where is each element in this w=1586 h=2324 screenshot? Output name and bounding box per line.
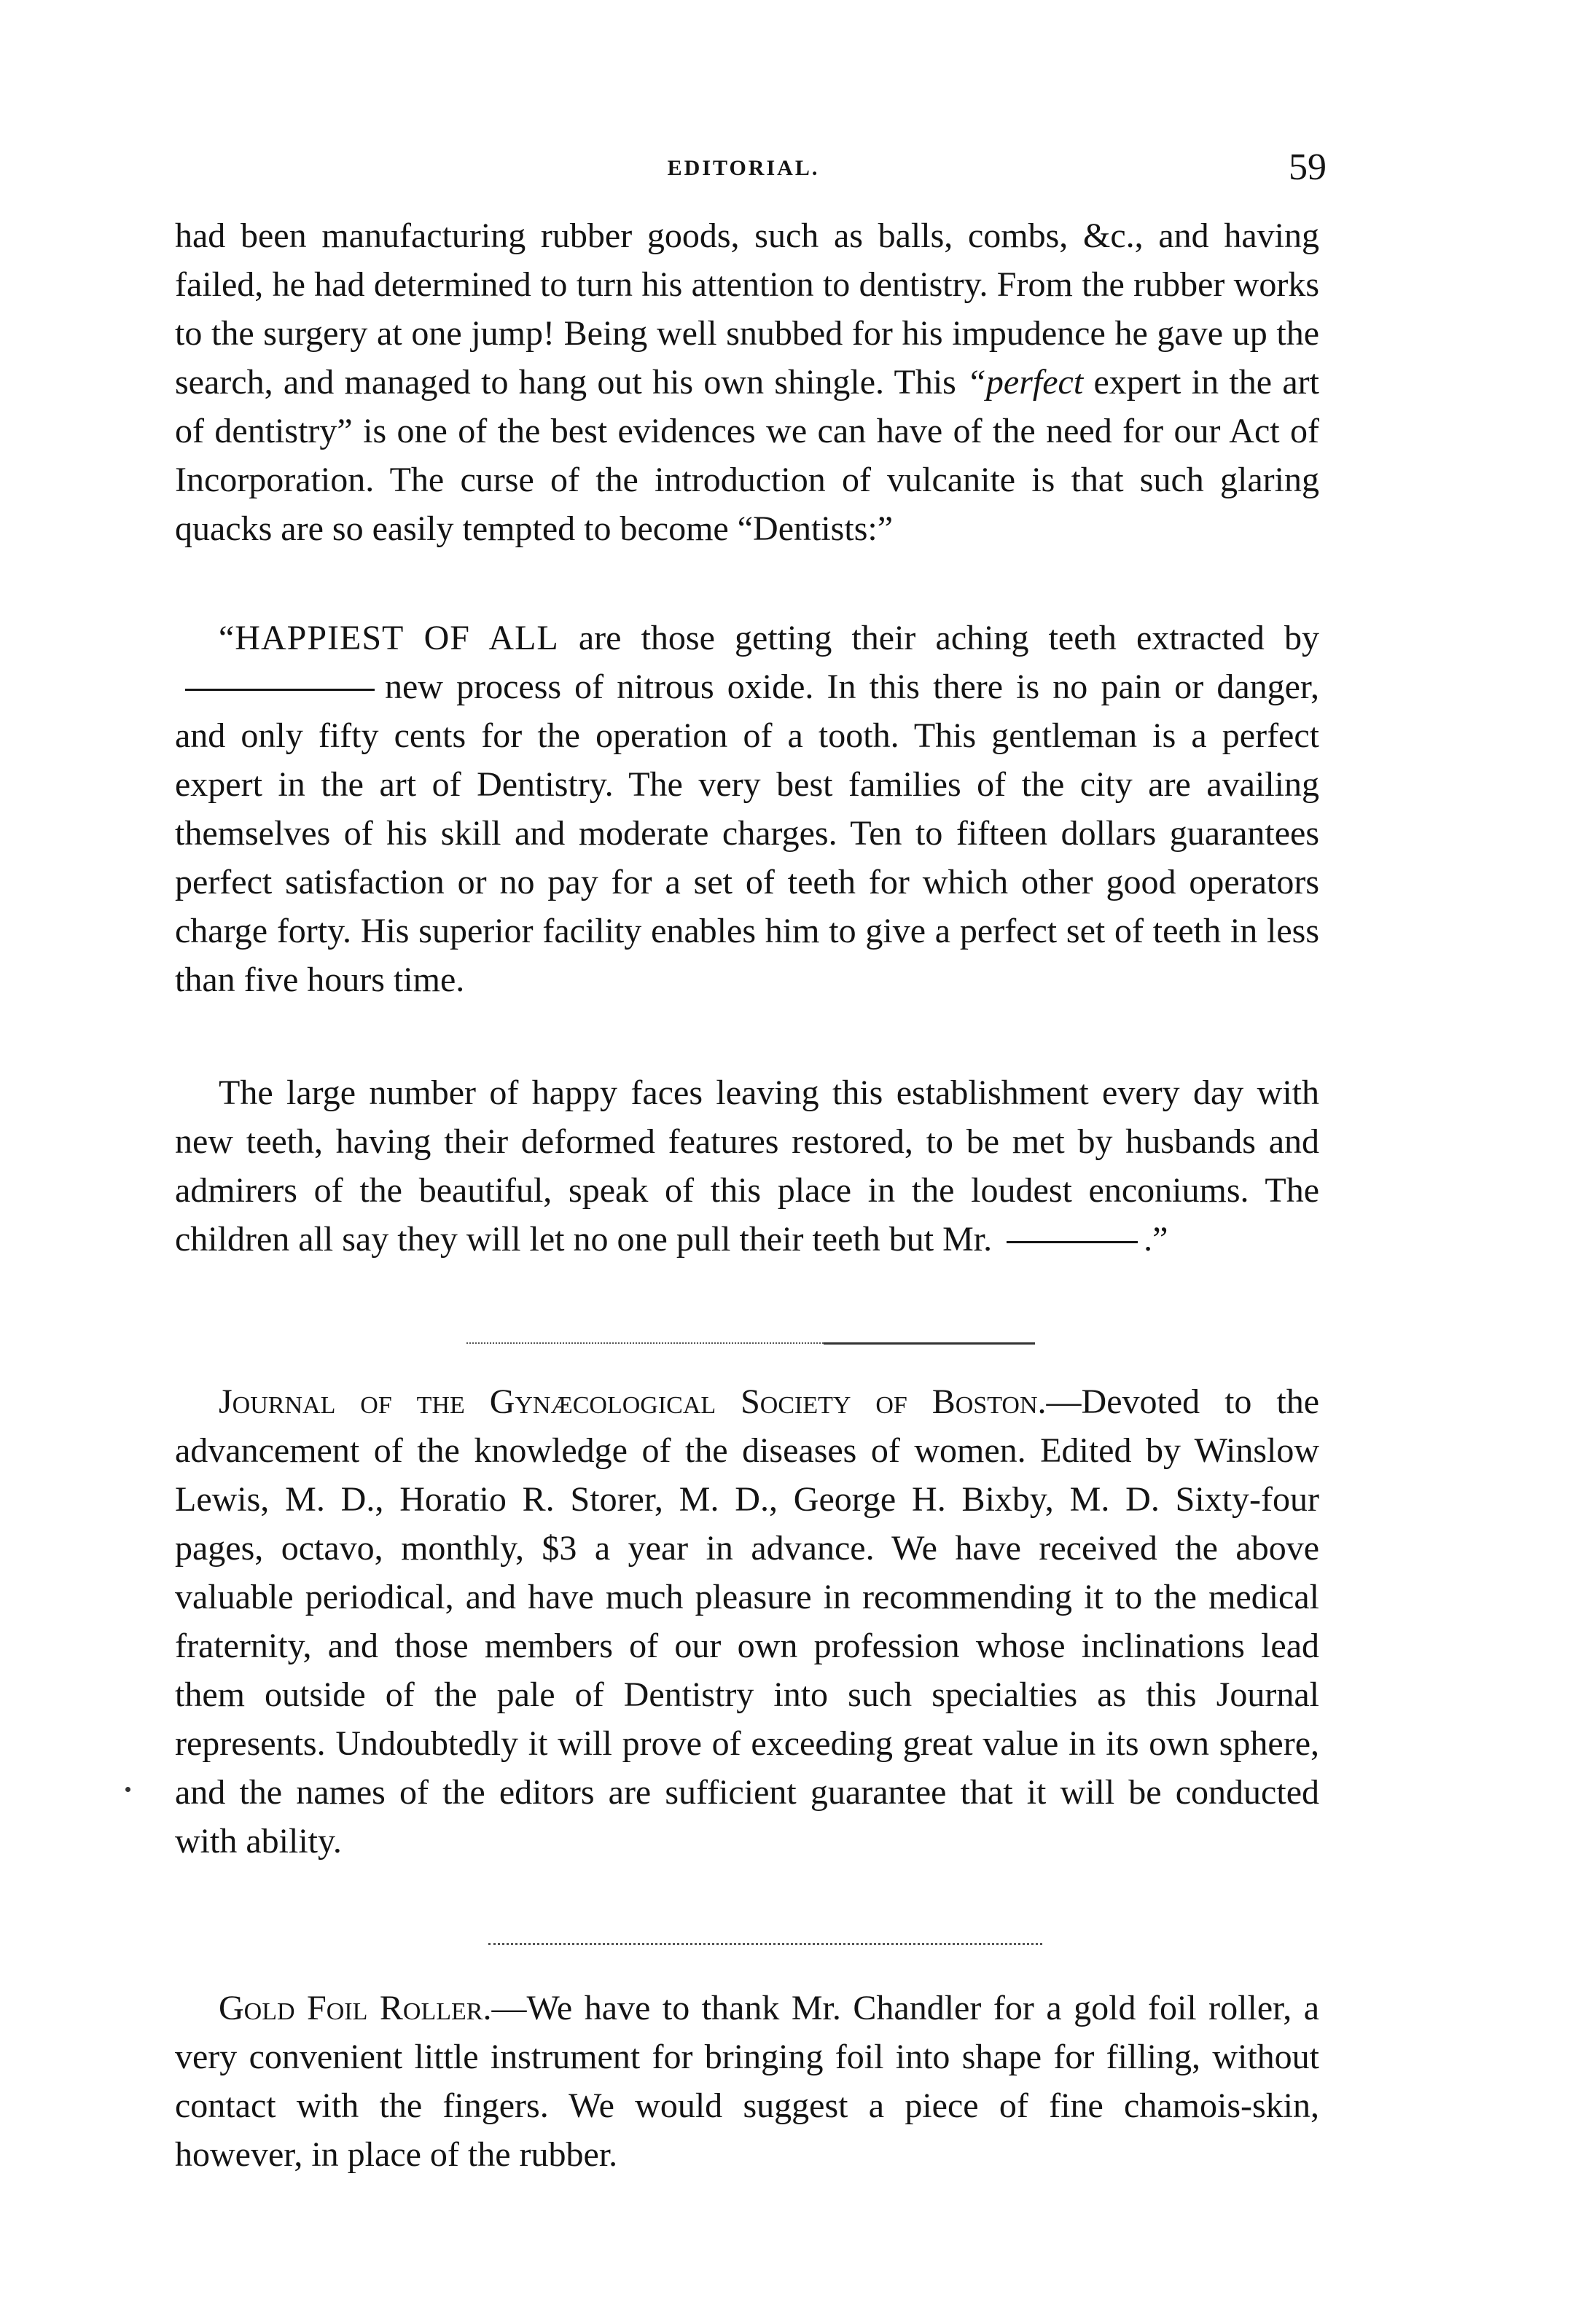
section-separator-solid bbox=[824, 1342, 1035, 1345]
section-separator-dotted bbox=[466, 1338, 824, 1344]
quote-continued-paragraph bbox=[175, 1068, 1319, 1264]
quote-continued-text: The large number of happy faces leaving this establishment every day with new teeth, having their deformed features restored, to be met by husbands and admirers of the beautiful, speak of this place in the loudest enconiums. The children all say they will let no one pull their teeth but Mr. bbox=[175, 1073, 1319, 1259]
name-blank-line bbox=[185, 689, 375, 691]
journal-heading: Journal of the Gynæcological Society of Boston. bbox=[219, 1382, 1047, 1421]
gold-foil-heading: Gold Foil Roller. bbox=[219, 1989, 492, 2027]
running-head bbox=[175, 146, 1327, 197]
intro-text: had been manufacturing rubber goods, such as balls, combs, &c., and having failed, he had determined to turn his attention to dentistry. From the rubber works to the surgery at one jump! Being well snubbed for his impudence he gave up the search, and managed to hang out his own shingle. This bbox=[175, 216, 1319, 402]
stray-ink-mark bbox=[125, 1787, 130, 1792]
journal-text: —Devoted to the advancement of the knowledge of the diseases of women. Edited by Winslow Lewis, M. D., Horatio R. Storer, M. D., George H. Bixby, M. D. Sixty-four pages, octavo, monthly, $3 a year in advance. We have received the above valuable periodical, and have much pleasure in recommending it to the medical fraternity, and those members of our own profession whose inclinations lead them outside of the pale of Dentistry into such specialties as this Journal represents. Undoubtedly it will prove of exceeding great value in its own sphere, and the names of the editors are sufficient guarantee that it will be conducted with ability. bbox=[175, 1382, 1319, 1861]
intro-text-after: expert in the art of dentistry” is one of the best evidences we can have of the need for our Act of Incorporation. The curse of the introduction of vulcanite is that such glaring quacks are so easily tempted to become “Dentists:” bbox=[175, 363, 1319, 548]
quote-paragraph bbox=[175, 614, 1319, 1004]
quote-text-after-blank: new process of nitrous oxide. In this there is no pain or danger, and only fifty cents for the operation of a tooth. This gentleman is a perfect expert in the art of Dentistry. The very best families of the city are availing themselves of his skill and moderate charges. Ten to fifteen dollars guarantees perfect satisfaction or no pay for a set of teeth for which other good operators charge forty. His superior facility enables him to give a perfect set of teeth in less than five hours time. bbox=[175, 668, 1319, 999]
journal-paragraph bbox=[175, 1377, 1319, 1866]
quote-heading: “HAPPIEST OF ALL bbox=[219, 619, 559, 657]
gold-foil-text: —We have to thank Mr. Chandler for a gold foil roller, a very convenient little instrument for bringing foil into shape for filling, without contact with the fingers. We would suggest a piece of fine chamois-skin, however, in place of the rubber. bbox=[175, 1989, 1320, 2174]
gold-foil-paragraph bbox=[175, 1984, 1319, 2179]
section-separator-dotted-2 bbox=[488, 1938, 1042, 1945]
intro-paragraph bbox=[175, 211, 1319, 553]
running-title: EDITORIAL. bbox=[667, 156, 820, 180]
name-blank-line-2 bbox=[1007, 1241, 1138, 1243]
page-number: 59 bbox=[1289, 146, 1327, 188]
quote-text-before-blank: are those getting their aching teeth extracted by bbox=[558, 619, 1319, 657]
intro-emphasis: “perfect bbox=[966, 363, 1084, 402]
quote-continued-closing: .” bbox=[1144, 1220, 1168, 1259]
